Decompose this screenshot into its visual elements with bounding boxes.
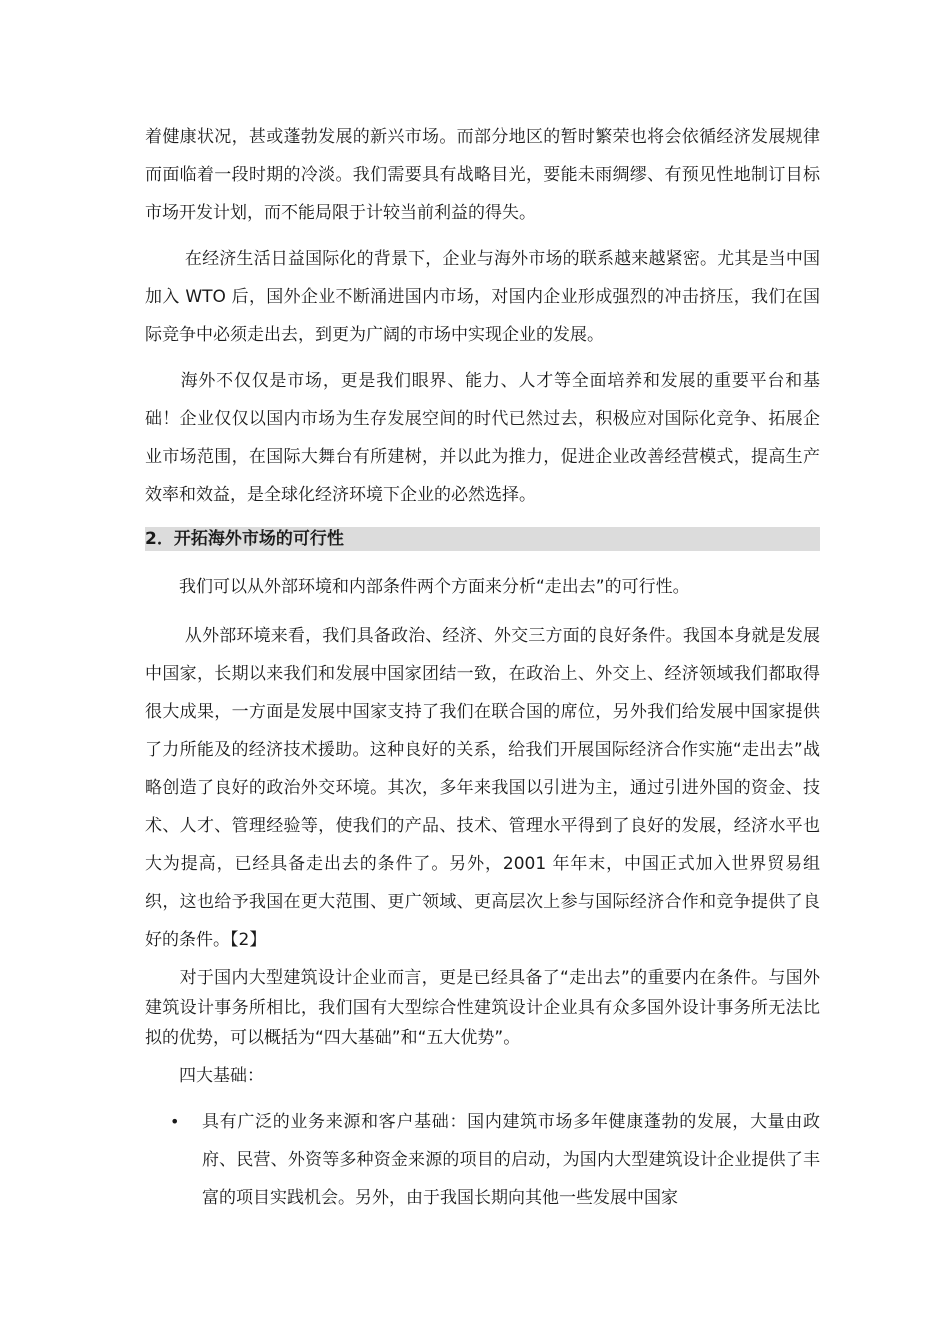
paragraph-market-outlook: 着健康状况，甚或蓬勃发展的新兴市场。而部分地区的暂时繁荣也将会依循经济发展规律而面临着一段时期的冷淡。我们需要具有战略目光，要能未雨绸缪、有预见性地制订目标市场开发计划，而不能局限于计较当前利益的得失。 [145,127,820,223]
paragraph-internal-conditions: 对于国内大型建筑设计企业而言，更是已经具备了“走出去”的重要内在条件。与国外建筑设计事务所相比，我们国有大型综合性建筑设计企业具有众多国外设计事务所无法比拟的优势，可以概括为“四大基础”和“五大优势”。 [145,968,820,1048]
paragraph-external-environment: 从外部环境来看，我们具备政治、经济、外交三方面的良好条件。我国本身就是发展中国家，长期以来我们和发展中国家团结一致，在政治上、外交上、经济领域我们都取得很大成果，一方面是发展中国家支持了我们在联合国的席位，另外我们给发展中国家提供了力所能及的经济技术援助。这种良好的关系，给我们开展国际经济合作实施“走出去”战略创造了良好的政治外交环境。其次，多年来我国以引进为主，通过引进外国的资金、技术、人才、管理经验等，使我们的产品、技术、管理水平得到了良好的发展，经济水平也大为提高，已经具备走出去的条件了。另外，2001 年年末，中国正式加入世界贸易组织，这也给予我国在更大范围、更广领域、更高层次上参与国际经济合作和竞争提供了良好的条件。【2】 [145,626,820,950]
section-heading: 2．开拓海外市场的可行性 [145,529,344,549]
paragraph-overseas-platform: 海外不仅仅是市场，更是我们眼界、能力、人才等全面培养和发展的重要平台和基础！企业仅仅以国内市场为生存发展空间的时代已然过去，积极应对国际化竞争、拓展企业市场范围，在国际大舞台有所建树，并以此为推力，促进企业改善经营模式，提高生产效率和效益，是全球化经济环境下企业的必然选择。 [145,371,820,505]
list-item: 具有广泛的业务来源和客户基础：国内建筑市场多年健康蓬勃的发展，大量由政府、民营、外资等多种资金来源的项目的启动，为国内大型建筑设计企业提供了丰富的项目实践机会。另外，由于我国长期向其他一些发展中国家 [202,1112,820,1208]
paragraph-feasibility-intro: 我们可以从外部环境和内部条件两个方面来分析“走出去”的可行性。 [145,577,690,597]
paragraph-four-foundations: 四大基础： [145,1066,264,1086]
paragraph-internationalization: 在经济生活日益国际化的背景下，企业与海外市场的联系越来越紧密。尤其是当中国加入 WTO 后，国外企业不断涌进国内市场，对国内企业形成强烈的冲击挤压，我们在国际竞争中必须走出去，到更为广阔的市场中实现企业的发展。 [145,249,820,345]
bullet-marker: • [170,1112,180,1131]
